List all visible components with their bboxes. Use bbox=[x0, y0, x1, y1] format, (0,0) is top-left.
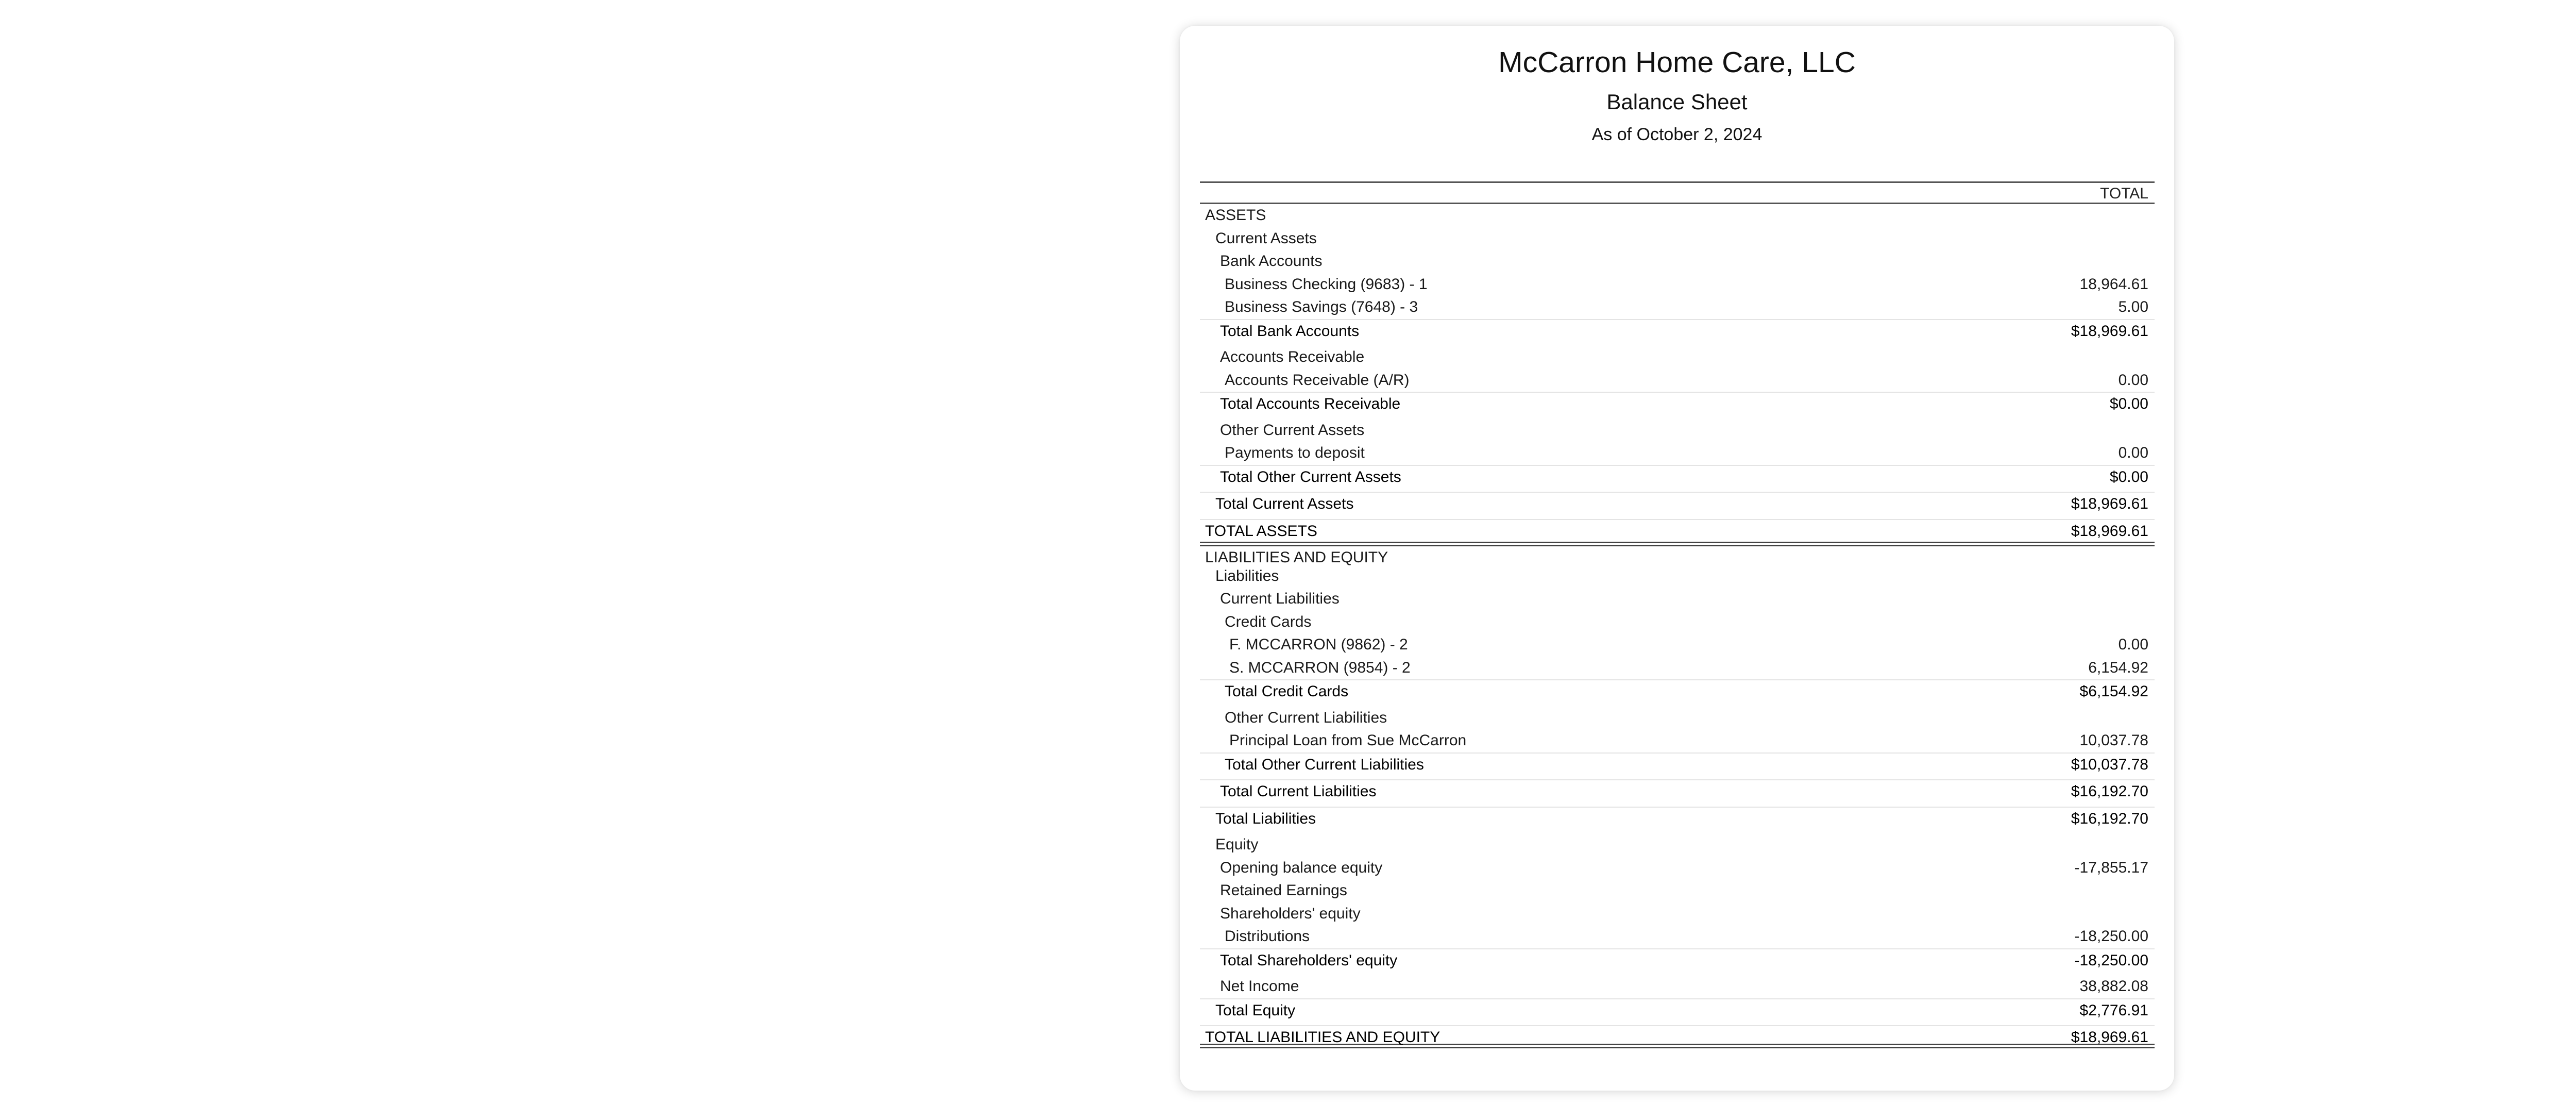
row-label: TOTAL ASSETS bbox=[1205, 522, 1317, 540]
row-label: Total Current Liabilities bbox=[1220, 783, 1377, 800]
row-label: Payments to deposit bbox=[1225, 444, 1365, 461]
row-label: F. MCCARRON (9862) - 2 bbox=[1229, 636, 1408, 653]
row-amount: $6,154.92 bbox=[2079, 683, 2148, 700]
row-amount: $10,037.78 bbox=[2071, 756, 2148, 773]
row-label: Total Credit Cards bbox=[1225, 683, 1349, 700]
total-current-assets bbox=[1200, 492, 2155, 515]
row-label: Equity bbox=[1215, 836, 1259, 853]
row-amount: -18,250.00 bbox=[2074, 928, 2148, 945]
report-title: Balance Sheet bbox=[1606, 90, 1748, 114]
row-label: Net Income bbox=[1220, 978, 1299, 995]
row-label: S. MCCARRON (9854) - 2 bbox=[1229, 659, 1411, 676]
column-header-total: TOTAL bbox=[2100, 185, 2148, 202]
line-item-business-savings bbox=[1200, 296, 2155, 319]
row-amount: $16,192.70 bbox=[2071, 810, 2148, 827]
balance-sheet-report bbox=[1180, 26, 2174, 1091]
group-header-shareholders-equity bbox=[1200, 902, 2155, 926]
line-item-f-mccarron-card bbox=[1200, 633, 2155, 657]
row-amount: $16,192.70 bbox=[2071, 783, 2148, 800]
row-label: Bank Accounts bbox=[1220, 253, 1323, 270]
row-label: Distributions bbox=[1225, 928, 1310, 945]
line-item-net-income bbox=[1200, 975, 2155, 998]
row-label: TOTAL LIABILITIES AND EQUITY bbox=[1205, 1029, 1440, 1046]
column-header-row bbox=[1200, 181, 2155, 204]
section-header-assets bbox=[1200, 204, 2155, 227]
line-item-s-mccarron-card bbox=[1200, 657, 2155, 680]
group-header-other-current-liabilities bbox=[1200, 707, 2155, 730]
row-amount: 0.00 bbox=[2118, 636, 2148, 653]
group-header-credit-cards bbox=[1200, 611, 2155, 634]
total-other-current-assets bbox=[1200, 465, 2155, 488]
line-item-payments-to-deposit bbox=[1200, 442, 2155, 465]
row-amount: -17,855.17 bbox=[2074, 859, 2148, 876]
group-header-bank-accounts bbox=[1200, 250, 2155, 273]
row-amount: 10,037.78 bbox=[2079, 732, 2148, 749]
group-header-equity bbox=[1200, 833, 2155, 857]
row-label: Total Current Assets bbox=[1215, 495, 1354, 512]
row-amount: $0.00 bbox=[2109, 468, 2148, 486]
report-date: As of October 2, 2024 bbox=[1591, 125, 1762, 144]
group-header-other-current-assets bbox=[1200, 419, 2155, 442]
line-item-principal-loan bbox=[1200, 729, 2155, 752]
row-amount: 5.00 bbox=[2118, 298, 2148, 315]
group-header-current-assets bbox=[1200, 227, 2155, 250]
row-amount: $18,969.61 bbox=[2071, 1029, 2148, 1046]
total-other-current-liabilities bbox=[1200, 752, 2155, 776]
row-label: Total Other Current Liabilities bbox=[1225, 756, 1424, 773]
total-liabilities bbox=[1200, 807, 2155, 830]
row-label: Credit Cards bbox=[1225, 613, 1312, 630]
row-amount: $0.00 bbox=[2109, 395, 2148, 412]
total-current-liabilities bbox=[1200, 779, 2155, 802]
row-label: Opening balance equity bbox=[1220, 859, 1383, 876]
row-amount: 18,964.61 bbox=[2079, 275, 2148, 293]
row-amount: 0.00 bbox=[2118, 444, 2148, 461]
company-name: McCarron Home Care, LLC bbox=[1498, 46, 1856, 79]
row-label: Shareholders' equity bbox=[1220, 905, 1361, 922]
row-label: Accounts Receivable bbox=[1220, 348, 1365, 365]
row-label: Current Assets bbox=[1215, 229, 1317, 247]
row-amount: $2,776.91 bbox=[2079, 1001, 2148, 1019]
row-label: Retained Earnings bbox=[1220, 882, 1347, 899]
line-item-opening-balance-equity bbox=[1200, 857, 2155, 880]
total-bank-accounts bbox=[1200, 319, 2155, 342]
group-header-accounts-receivable bbox=[1200, 346, 2155, 369]
row-label: ASSETS bbox=[1205, 207, 1266, 224]
row-label: Accounts Receivable (A/R) bbox=[1225, 371, 1410, 389]
row-amount: $18,969.61 bbox=[2071, 495, 2148, 512]
line-item-accounts-receivable bbox=[1200, 369, 2155, 392]
total-credit-cards bbox=[1200, 679, 2155, 702]
row-label: Liabilities bbox=[1215, 567, 1279, 584]
row-amount: 38,882.08 bbox=[2079, 978, 2148, 995]
section-header-liabilities-and-equity bbox=[1200, 542, 2155, 565]
report-header bbox=[1180, 26, 2174, 147]
row-label: Total Shareholders' equity bbox=[1220, 951, 1398, 969]
row-label: Total Other Current Assets bbox=[1220, 468, 1401, 486]
row-label: Total Equity bbox=[1215, 1001, 1296, 1019]
group-header-liabilities bbox=[1200, 565, 2155, 588]
row-amount: $18,969.61 bbox=[2071, 322, 2148, 340]
line-item-business-checking bbox=[1200, 273, 2155, 296]
total-liabilities-and-equity bbox=[1200, 1025, 2155, 1048]
row-amount: $18,969.61 bbox=[2071, 522, 2148, 540]
group-header-current-liabilities bbox=[1200, 588, 2155, 611]
row-amount: 0.00 bbox=[2118, 371, 2148, 389]
row-label: Total Bank Accounts bbox=[1220, 322, 1360, 340]
total-equity bbox=[1200, 998, 2155, 1022]
total-shareholders-equity bbox=[1200, 948, 2155, 972]
row-label: LIABILITIES AND EQUITY bbox=[1205, 549, 1388, 566]
balance-sheet-table bbox=[1200, 181, 2155, 1048]
row-label: Principal Loan from Sue McCarron bbox=[1229, 732, 1467, 749]
row-amount: -18,250.00 bbox=[2074, 951, 2148, 969]
row-label: Business Savings (7648) - 3 bbox=[1225, 298, 1418, 315]
row-label: Business Checking (9683) - 1 bbox=[1225, 275, 1428, 293]
row-label: Other Current Liabilities bbox=[1225, 709, 1387, 726]
row-label: Other Current Assets bbox=[1220, 421, 1365, 439]
row-amount: 6,154.92 bbox=[2088, 659, 2148, 676]
row-label: Total Accounts Receivable bbox=[1220, 395, 1401, 412]
total-assets bbox=[1200, 519, 2155, 542]
total-accounts-receivable bbox=[1200, 392, 2155, 415]
row-label: Total Liabilities bbox=[1215, 810, 1316, 827]
line-item-distributions bbox=[1200, 925, 2155, 948]
row-label: Current Liabilities bbox=[1220, 590, 1340, 607]
line-item-retained-earnings bbox=[1200, 879, 2155, 902]
